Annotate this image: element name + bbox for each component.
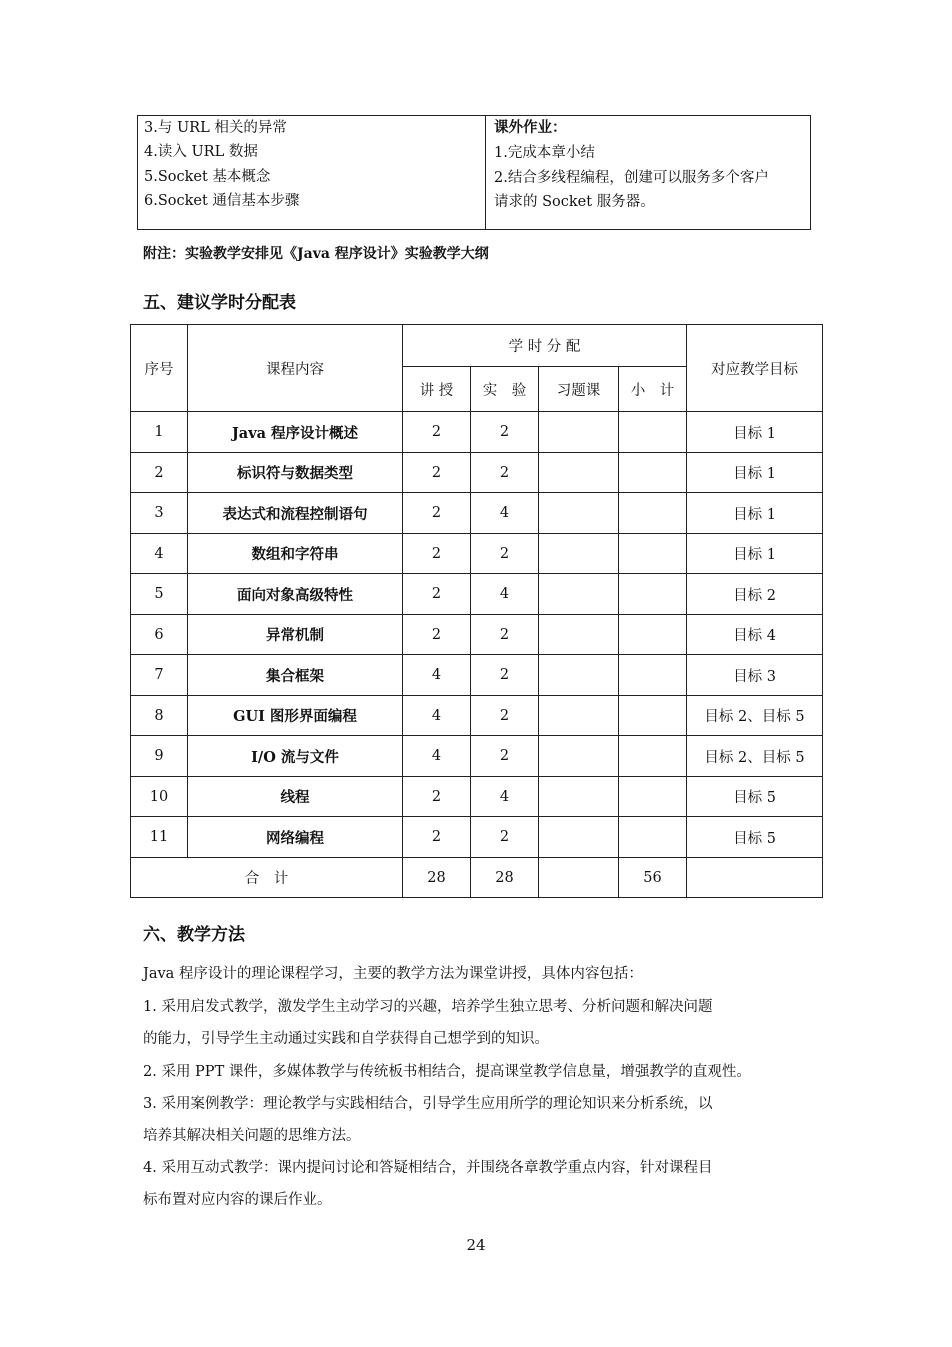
header-goal: 对应教学目标 [687,325,823,412]
total-label: 合 计 [131,858,403,898]
homework-line-3: 请求的 Socket 服务器。 [494,194,655,210]
paragraph-line-5: 3. 采用案例教学：理论教学与实践相结合，引导学生应用所学的理论知识来分析系统，以 [143,1096,713,1112]
row-no: 11 [131,817,188,858]
row-no: 5 [131,574,188,615]
row-lab: 4 [471,493,539,534]
row-exercise [539,736,619,777]
row-goal: 目标 1 [687,453,823,493]
hours-allocation-table [130,324,823,898]
paragraph-line-3: 的能力，引导学生主动通过实践和自学获得自己想学到的知识。 [143,1031,549,1047]
row-subtotal [619,453,687,493]
homework-title: 课外作业： [494,119,567,136]
table-row [131,615,823,655]
table-row [131,696,823,736]
left-line-2: 4.读入 URL 数据 [144,144,258,160]
row-goal: 目标 1 [687,412,823,453]
header-no: 序号 [131,325,188,412]
table-row [131,655,823,696]
row-content: 数组和字符串 [188,534,403,574]
table-row [131,736,823,777]
row-lecture: 2 [403,777,471,817]
paragraph-line-6: 培养其解决相关问题的思维方法。 [143,1128,361,1144]
row-subtotal [619,574,687,615]
row-no: 7 [131,655,188,696]
row-content: 线程 [188,777,403,817]
header-exercise: 习题课 [539,367,619,412]
row-lab: 2 [471,453,539,493]
row-lab: 2 [471,817,539,858]
paragraph-line-1: Java 程序设计的理论课程学习，主要的教学方法为课堂讲授，具体内容包括： [143,966,643,982]
row-content: I/O 流与文件 [188,736,403,777]
row-exercise [539,574,619,615]
row-lab: 4 [471,574,539,615]
row-subtotal [619,534,687,574]
table-row [131,574,823,615]
paragraph-line-2: 1. 采用启发式教学，激发学生主动学习的兴趣，培养学生独立思考、分析问题和解决问题 [143,999,713,1015]
row-goal: 目标 5 [687,817,823,858]
row-lab: 2 [471,655,539,696]
row-content: GUI 图形界面编程 [188,696,403,736]
row-subtotal [619,736,687,777]
row-lab: 2 [471,736,539,777]
row-goal: 目标 1 [687,534,823,574]
homework-line-2: 2.结合多线程编程，创建可以服务多个客户 [494,170,769,186]
row-no: 3 [131,493,188,534]
header-allocation: 学 时 分 配 [403,325,687,367]
row-lab: 2 [471,615,539,655]
row-exercise [539,615,619,655]
row-goal: 目标 2、目标 5 [687,696,823,736]
paragraph-line-7: 4. 采用互动式教学：课内提问讨论和答疑相结合，并围绕各章教学重点内容，针对课程目 [143,1160,713,1176]
row-content: 异常机制 [188,615,403,655]
row-exercise [539,412,619,453]
row-lab: 2 [471,534,539,574]
row-lab: 2 [471,696,539,736]
table-row [131,817,823,858]
paragraph-line-8: 标布置对应内容的课后作业。 [143,1192,332,1208]
header-content: 课程内容 [188,325,403,412]
left-line-4: 6.Socket 通信基本步骤 [144,193,300,209]
row-subtotal [619,412,687,453]
table-row [131,777,823,817]
row-lecture: 4 [403,696,471,736]
total-lab: 28 [471,858,539,898]
section-6-title: 六、教学方法 [143,925,245,945]
table-row [131,412,823,453]
total-goal [687,858,823,898]
row-no: 9 [131,736,188,777]
section-5-title: 五、建议学时分配表 [143,293,296,313]
row-content: 集合框架 [188,655,403,696]
row-content: 表达式和流程控制语句 [188,493,403,534]
row-exercise [539,493,619,534]
row-exercise [539,534,619,574]
row-subtotal [619,696,687,736]
header-subtotal: 小 计 [619,367,687,412]
appendix-note: 附注：实验教学安排见《Java 程序设计》实验教学大纲 [143,246,489,262]
total-exercise [539,858,619,898]
row-lecture: 2 [403,574,471,615]
row-lecture: 2 [403,412,471,453]
row-goal: 目标 2 [687,574,823,615]
row-lecture: 2 [403,817,471,858]
left-line-3: 5.Socket 基本概念 [144,169,271,185]
row-lab: 4 [471,777,539,817]
row-goal: 目标 4 [687,615,823,655]
box-divider [485,116,486,229]
row-content: 面向对象高级特性 [188,574,403,615]
row-goal: 目标 3 [687,655,823,696]
row-exercise [539,655,619,696]
row-lecture: 2 [403,534,471,574]
row-no: 2 [131,453,188,493]
row-subtotal [619,615,687,655]
left-line-1: 3.与 URL 相关的异常 [144,120,287,136]
homework-line-1: 1.完成本章小结 [494,145,595,161]
row-no: 1 [131,412,188,453]
row-content: 网络编程 [188,817,403,858]
row-lecture: 2 [403,493,471,534]
table-row [131,453,823,493]
total-lecture: 28 [403,858,471,898]
row-lab: 2 [471,412,539,453]
table-total-row [131,858,823,898]
row-lecture: 2 [403,615,471,655]
row-goal: 目标 2、目标 5 [687,736,823,777]
row-lecture: 4 [403,655,471,696]
table-row [131,534,823,574]
row-exercise [539,817,619,858]
row-exercise [539,777,619,817]
row-no: 8 [131,696,188,736]
row-subtotal [619,655,687,696]
row-exercise [539,696,619,736]
row-subtotal [619,777,687,817]
header-lab: 实 验 [471,367,539,412]
row-exercise [539,453,619,493]
row-no: 6 [131,615,188,655]
row-subtotal [619,817,687,858]
chapter-content-box [137,115,811,230]
row-lecture: 2 [403,453,471,493]
row-content: 标识符与数据类型 [188,453,403,493]
row-goal: 目标 1 [687,493,823,534]
row-subtotal [619,493,687,534]
page-number: 24 [466,1236,486,1254]
paragraph-line-4: 2. 采用 PPT 课件，多媒体教学与传统板书相结合，提高课堂教学信息量，增强教学的直观性。 [143,1064,751,1080]
total-subtotal: 56 [619,858,687,898]
table-row [131,493,823,534]
header-lecture: 讲 授 [403,367,471,412]
row-no: 4 [131,534,188,574]
row-goal: 目标 5 [687,777,823,817]
row-lecture: 4 [403,736,471,777]
row-content: Java 程序设计概述 [188,412,403,453]
row-no: 10 [131,777,188,817]
